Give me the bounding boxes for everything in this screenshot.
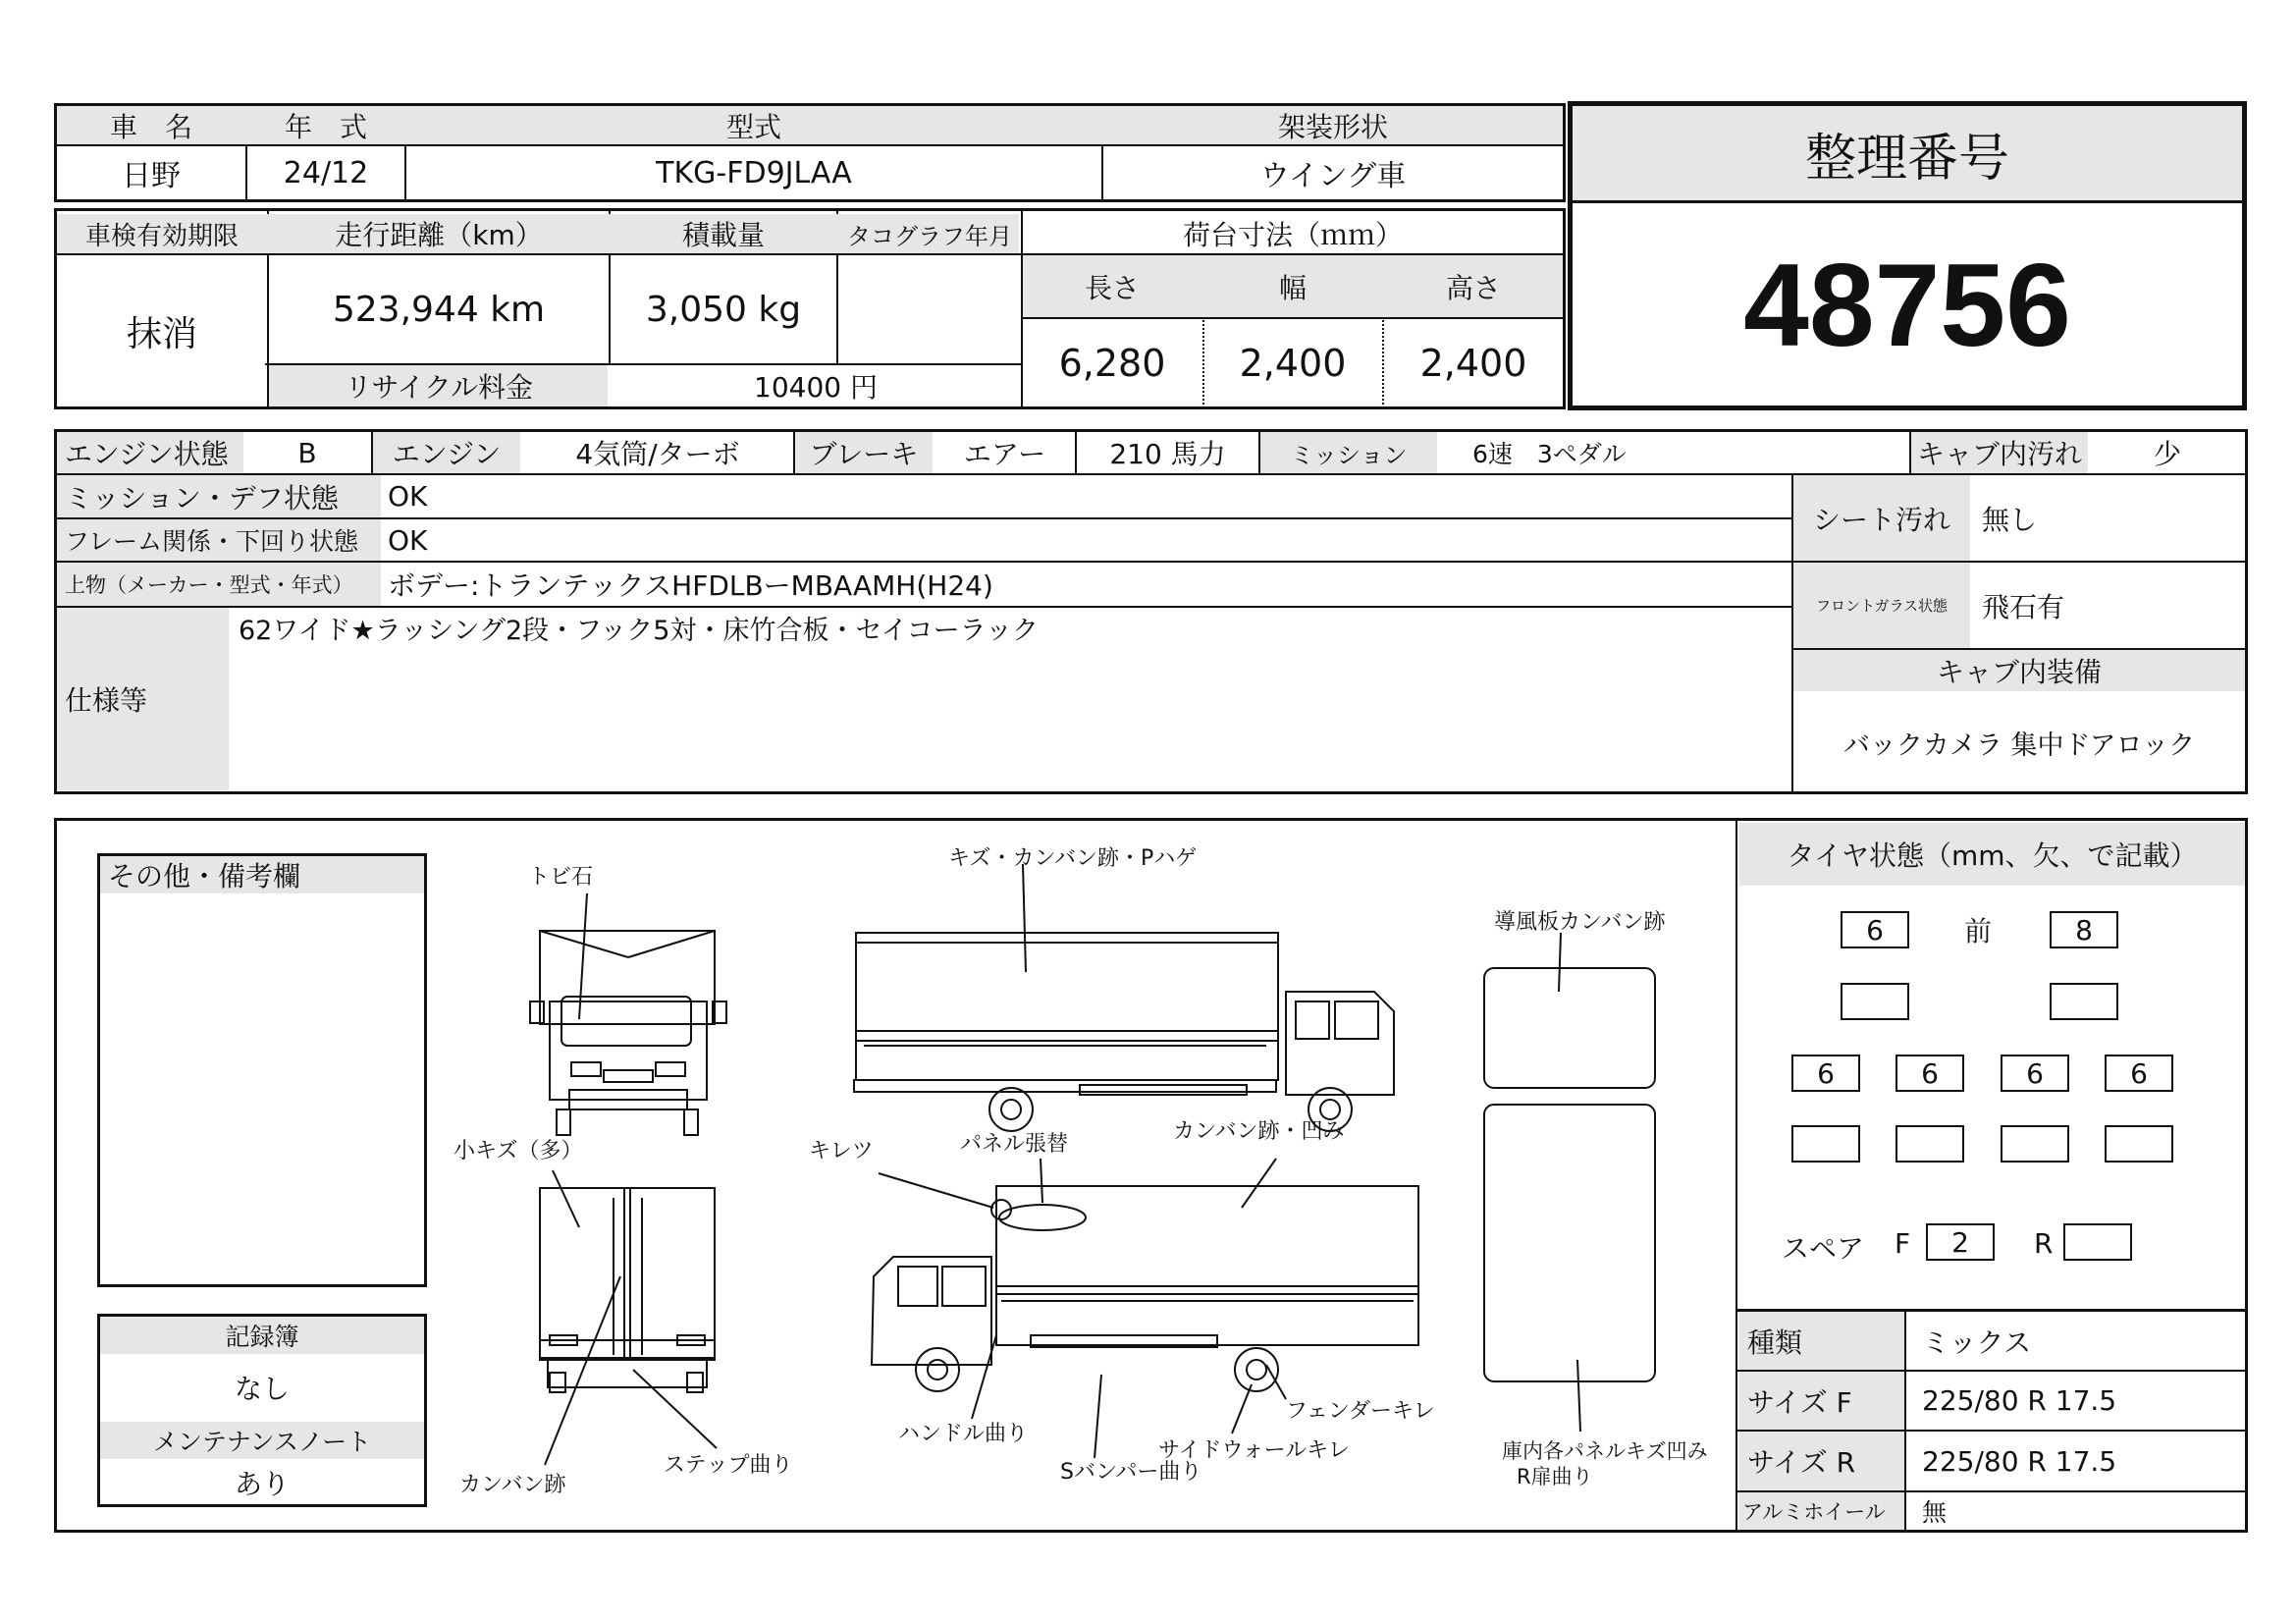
tire-rear-1: 6 — [1791, 1055, 1860, 1092]
tire-rear-4: 6 — [2105, 1055, 2173, 1092]
body-type-value: ウイング車 — [1259, 159, 1407, 193]
horsepower-value: 210 馬力 — [1109, 438, 1226, 470]
bed-width-value: 2,400 — [1239, 342, 1347, 385]
tire-front-right: 8 — [2050, 911, 2118, 948]
seat-value: 無し — [1982, 503, 2038, 536]
alu-label: アルミホイール — [1742, 1500, 1886, 1524]
tire-rear-5 — [1791, 1125, 1860, 1163]
car-name-header: 車 名 — [109, 110, 192, 143]
mission-diff-label: ミッション・デフ状態 — [65, 481, 339, 514]
label-handle: ハンドル曲り — [898, 1422, 1029, 1446]
glass-label: フロントガラス状態 — [1815, 597, 1949, 615]
capacity-header: 積載量 — [681, 219, 765, 251]
recycle-value: 10400 円 — [754, 371, 878, 404]
car-name-value: 日野 — [122, 159, 181, 193]
label-step: ステップ曲り — [664, 1453, 793, 1478]
recycle-label: リサイクル料金 — [344, 371, 534, 404]
tire-rear-3: 6 — [2001, 1055, 2069, 1092]
label-r-door: R扉曲り — [1517, 1465, 1593, 1488]
deflector-panel — [1484, 968, 1655, 1088]
inspection-header: 車検有効期限 — [84, 221, 239, 251]
mileage-value: 523,944 km — [332, 289, 546, 330]
label-sbumper: Sバンパー曲り — [1060, 1460, 1202, 1485]
tire-front-left-2 — [1841, 983, 1909, 1020]
upper-value: ボデー:トランテックスHFDLBーMBAAMH(H24) — [388, 569, 993, 602]
alu-value: 無 — [1922, 1498, 1948, 1527]
label-deflector: 導風板カンバン跡 — [1494, 910, 1666, 935]
mission-label: ミッション — [1290, 441, 1408, 469]
bed-size-header: 荷台寸法（ｍｍ） — [1182, 219, 1403, 251]
spec-value: 62ワイド★ラッシング2段・フック5対・床竹合板・セイコーラック — [239, 616, 1040, 646]
frame-value: OK — [388, 523, 428, 557]
bed-length-value: 6,280 — [1058, 342, 1166, 385]
record-label: 記録簿 — [225, 1323, 299, 1351]
capacity-value: 3,050 kg — [645, 289, 802, 330]
tire-front-left: 6 — [1841, 911, 1909, 948]
cab-equip-label: キャブ内装備 — [1936, 656, 2102, 688]
label-tobiishi: トビ石 — [528, 865, 594, 890]
tire-rear-2: 6 — [1896, 1055, 1964, 1092]
front-label: 前 — [1963, 915, 1992, 947]
tachograph-header: タコグラフ年月 — [847, 222, 1012, 250]
maint-label: メンテナンスノート — [152, 1428, 372, 1456]
model-header: 型式 — [725, 110, 781, 143]
engine-label: エンジン — [392, 438, 502, 470]
front-view-truck — [530, 931, 726, 1135]
upper-label: 上物（メーカー・型式・年式） — [65, 573, 353, 597]
spec-label: 仕様等 — [65, 684, 148, 717]
bed-height-value: 2,400 — [1419, 342, 1527, 385]
rear-view-truck — [540, 1188, 715, 1392]
year-value: 24/12 — [283, 155, 369, 190]
engine-state-label: エンジン状態 — [65, 438, 229, 470]
mission-value: 6速 3ペダル — [1472, 440, 1627, 468]
tire-rear-6 — [1896, 1125, 1964, 1163]
body-type-header: 架装形状 — [1277, 110, 1388, 143]
tires-title: タイヤ状態（mm、欠、で記載） — [1787, 839, 2198, 872]
bed-length-label: 長さ — [1084, 272, 1140, 304]
cab-dirt-label: キャブ内汚れ — [1916, 438, 2082, 470]
label-kizu-top: キズ・カンバン跡・Pハゲ — [948, 846, 1198, 871]
size-r-value: 225/80 R 17.5 — [1922, 1444, 2117, 1478]
tire-front-right-2 — [2050, 983, 2118, 1020]
frame-label: フレーム関係・下回り状態 — [65, 527, 359, 556]
size-f-label: サイズ F — [1747, 1385, 1852, 1419]
label-inner-panels: 庫内各パネルキズ凹み — [1502, 1439, 1708, 1463]
mileage-header: 走行距離（km） — [335, 219, 543, 251]
bed-width-label: 幅 — [1278, 272, 1307, 304]
model-value: TKG-FD9JLAA — [656, 155, 852, 190]
ref-number: 48756 — [1743, 239, 2071, 371]
brake-label: ブレーキ — [809, 438, 919, 470]
spare-f-value: 2 — [1926, 1223, 1995, 1261]
label-kokizu: 小キズ（多） — [454, 1139, 583, 1163]
engine-state-value: B — [297, 436, 317, 469]
maint-value: あり — [234, 1468, 290, 1500]
size-f-value: 225/80 R 17.5 — [1922, 1384, 2117, 1417]
tire-type-label: 種類 — [1747, 1325, 1803, 1359]
cab-equip-value: バックカメラ 集中ドアロック — [1842, 730, 2196, 761]
spare-r-value — [2063, 1223, 2132, 1261]
label-panel: パネル張替 — [960, 1132, 1069, 1157]
inner-panel — [1484, 1105, 1655, 1381]
label-fender: フェンダーキレ — [1286, 1399, 1435, 1424]
mission-diff-value: OK — [388, 480, 428, 513]
remarks-label: その他・備考欄 — [108, 860, 301, 893]
size-r-label: サイズ R — [1747, 1446, 1856, 1479]
cab-dirt-value: 少 — [2153, 438, 2181, 470]
label-kiretsu: キレツ — [809, 1139, 874, 1163]
label-sidewall: サイドウォールキレ — [1158, 1438, 1350, 1463]
spare-f-label: F — [1895, 1227, 1911, 1260]
label-kanban: カンバン跡 — [459, 1473, 566, 1497]
record-value: なし — [234, 1373, 290, 1405]
tire-type-value: ミックス — [1922, 1325, 2032, 1359]
side-view-truck-right — [854, 933, 1394, 1131]
ref-label: 整理番号 — [1804, 129, 2009, 189]
inspection-value: 抹消 — [126, 314, 197, 354]
glass-value: 飛石有 — [1982, 590, 2065, 623]
spare-label: スペア — [1782, 1232, 1865, 1265]
side-view-truck-left — [872, 1186, 1418, 1391]
tire-rear-8 — [2105, 1125, 2173, 1163]
spare-r-label: R — [2034, 1227, 2054, 1260]
year-header: 年 式 — [284, 110, 367, 143]
engine-value: 4気筒/ターボ — [575, 438, 740, 470]
seat-label: シート汚れ — [1812, 503, 1950, 536]
label-kanban-dent: カンバン跡・凹み — [1173, 1119, 1345, 1144]
bed-height-label: 高さ — [1445, 272, 1501, 304]
brake-value: エアー — [963, 438, 1046, 470]
tire-rear-7 — [2001, 1125, 2069, 1163]
